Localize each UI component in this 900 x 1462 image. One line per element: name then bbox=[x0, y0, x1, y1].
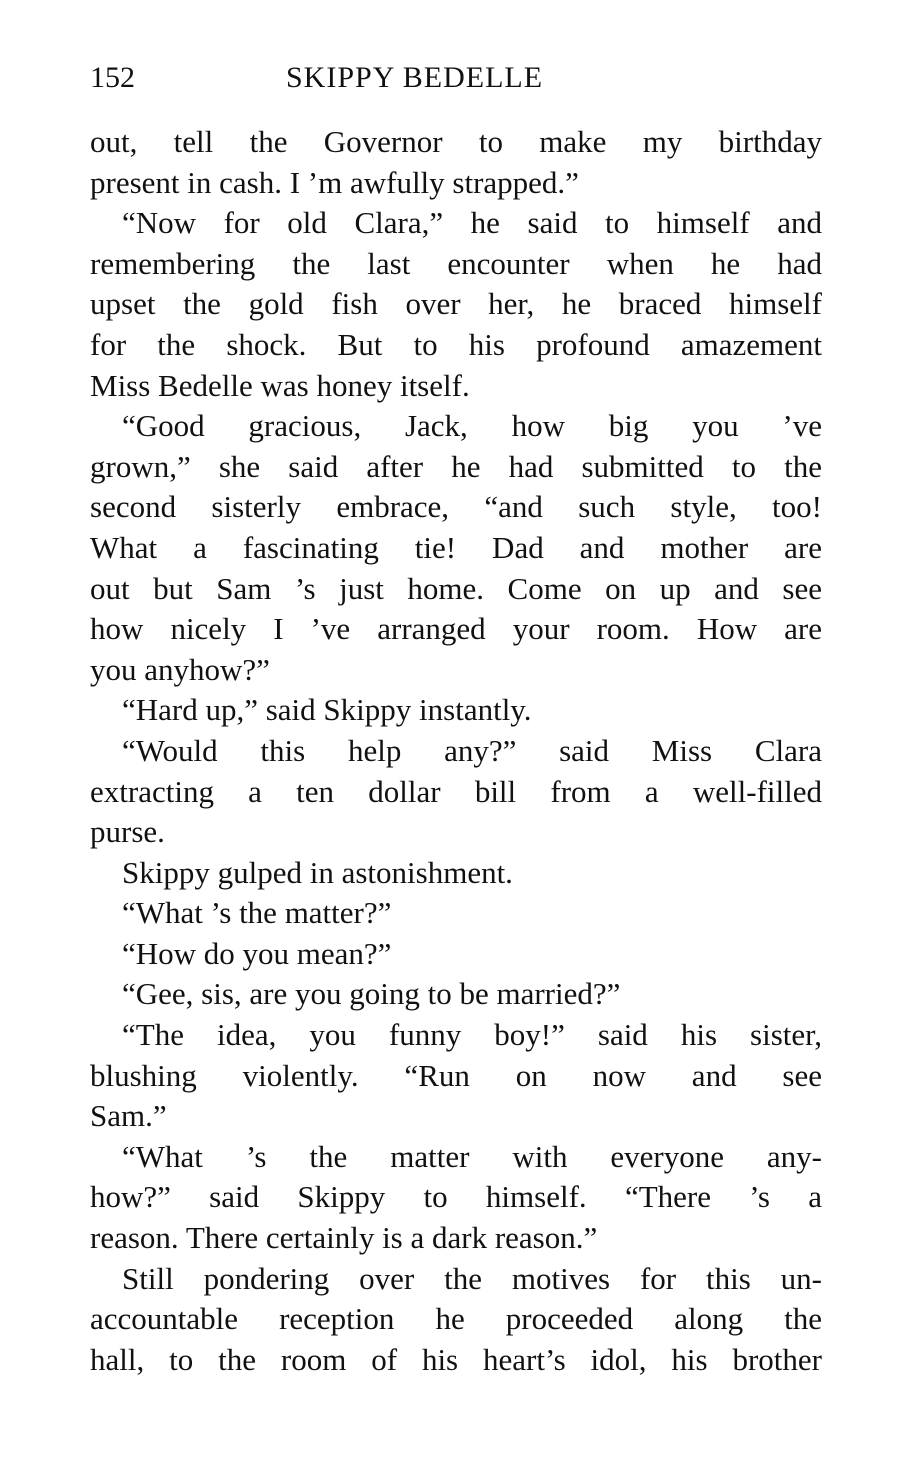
text-line: Miss Bedelle was honey itself. bbox=[90, 367, 470, 403]
text-line: “Would this help any?” said Miss Clara bbox=[122, 732, 822, 768]
text-line: second sisterly embrace, “and such style, too! bbox=[90, 489, 822, 525]
text-line: “Now for old Clara,” he said to himself and bbox=[122, 205, 822, 241]
text-line: how?” said Skippy to himself. “There ’s a bbox=[90, 1179, 822, 1215]
text-line: present in cash. I ’m awfully strapped.” bbox=[90, 164, 579, 200]
text-line: What a fascinating tie! Dad and mother are bbox=[90, 529, 822, 565]
text-line: Still pondering over the motives for this un- bbox=[122, 1260, 822, 1296]
text-line: “Hard up,” said Skippy instantly. bbox=[122, 692, 532, 728]
page-number: 152 bbox=[90, 61, 135, 94]
text-line: “How do you mean?” bbox=[122, 935, 392, 971]
text-line: extracting a ten dollar bill from a well-filled bbox=[90, 773, 822, 809]
text-line: grown,” she said after he had submitted to the bbox=[90, 448, 822, 484]
text-line: how nicely I ’ve arranged your room. How are bbox=[90, 611, 822, 647]
text-line: for the shock. But to his profound amazement bbox=[90, 326, 822, 362]
text-line: blushing violently. “Run on now and see bbox=[90, 1057, 822, 1093]
text-line: remembering the last encounter when he had bbox=[90, 245, 822, 281]
text-line: Skippy gulped in astonishment. bbox=[122, 854, 513, 890]
text-line: “Good gracious, Jack, how big you ’ve bbox=[122, 408, 822, 444]
text-line: Sam.” bbox=[90, 1098, 167, 1134]
text-line: “The idea, you funny boy!” said his sister, bbox=[122, 1017, 822, 1053]
page-header bbox=[90, 56, 822, 100]
text-line: you anyhow?” bbox=[90, 651, 270, 687]
text-line: accountable reception he proceeded along the bbox=[90, 1301, 822, 1337]
text-line: “Gee, sis, are you going to be married?” bbox=[122, 976, 621, 1012]
text-line: out but Sam ’s just home. Come on up and see bbox=[90, 570, 822, 606]
running-head: SKIPPY BEDELLE bbox=[286, 61, 544, 94]
text-line: “What ’s the matter?” bbox=[122, 895, 392, 931]
text-line: out, tell the Governor to make my birthday bbox=[90, 124, 822, 159]
text-line: “What ’s the matter with everyone any- bbox=[122, 1138, 822, 1174]
text-line: purse. bbox=[90, 814, 165, 850]
text-line: reason. There certainly is a dark reason.” bbox=[90, 1220, 598, 1256]
text-line: upset the gold fish over her, he braced himself bbox=[90, 286, 822, 322]
body-text bbox=[90, 122, 822, 1380]
text-line: hall, to the room of his heart’s idol, his brother bbox=[90, 1341, 822, 1377]
